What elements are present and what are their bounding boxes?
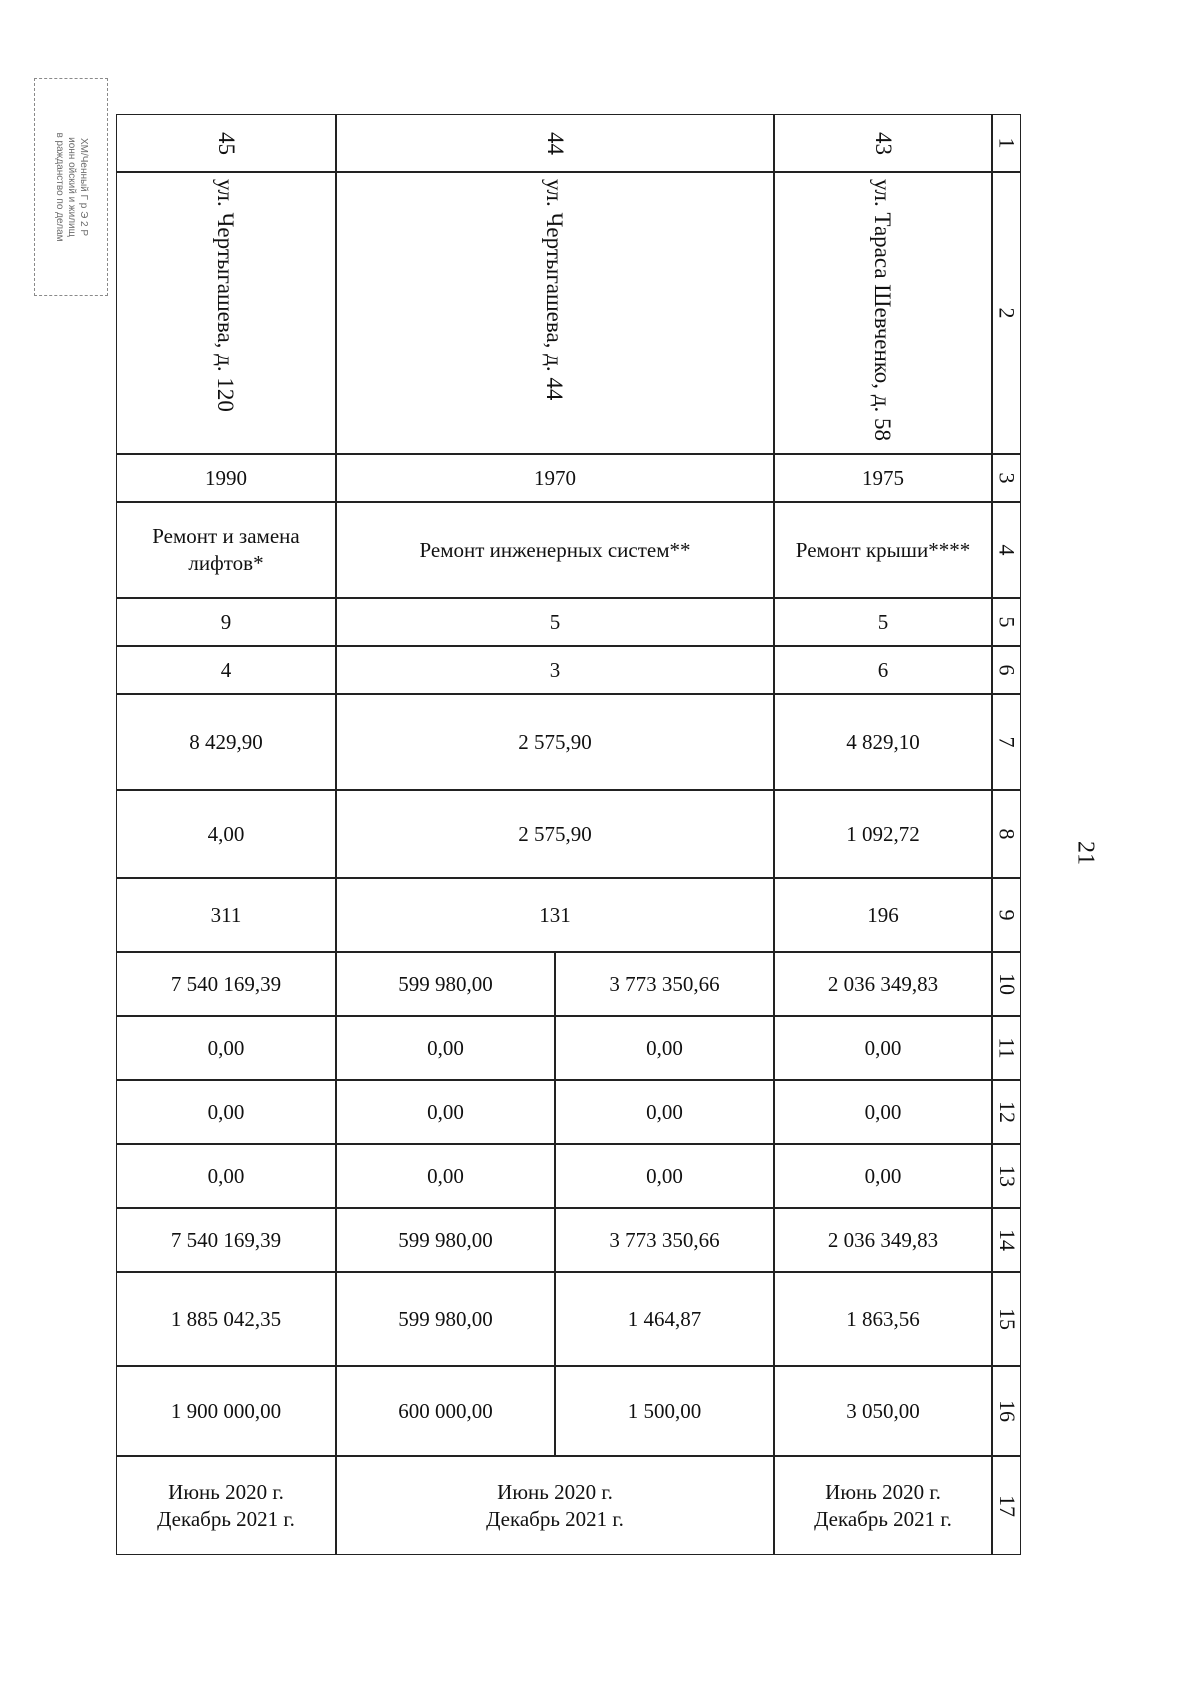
cell-residents: 196 <box>774 878 992 952</box>
stamp-line: в ражданство по делам <box>54 132 65 242</box>
cell-col-15: 1 885 042,35 <box>116 1272 336 1366</box>
column-number: 10 <box>992 952 1021 1016</box>
cell-work-type: Ремонт крыши**** <box>774 502 992 598</box>
cell-address: ул. Чертыгашева, д. 44 <box>336 172 774 454</box>
column-number: 7 <box>992 694 1021 790</box>
column-number: 14 <box>992 1208 1021 1272</box>
cell-col-13: 0,00 <box>116 1144 336 1208</box>
cell-floors: 5 <box>336 598 774 646</box>
cell-col-15: 1 863,56 <box>774 1272 992 1366</box>
cell-period <box>336 1456 774 1555</box>
column-number: 17 <box>992 1456 1021 1555</box>
cell-period <box>774 1456 992 1555</box>
column-number: 15 <box>992 1272 1021 1366</box>
cell-address: ул. Тараса Шевченко, д. 58 <box>774 172 992 454</box>
cell-col-16: 600 000,00 <box>336 1366 555 1456</box>
period-end: Декабрь 2021 г. <box>157 1506 295 1531</box>
cell-cost: 3 773 350,66 <box>555 952 774 1016</box>
column-number: 16 <box>992 1366 1021 1456</box>
cell-col-11: 0,00 <box>774 1016 992 1080</box>
cell-period <box>116 1456 336 1555</box>
column-number: 3 <box>992 454 1021 502</box>
cell-floors: 5 <box>774 598 992 646</box>
cell-col-16: 1 500,00 <box>555 1366 774 1456</box>
cell-col-14: 7 540 169,39 <box>116 1208 336 1272</box>
column-number: 4 <box>992 502 1021 598</box>
cell-entrances: 6 <box>774 646 992 694</box>
period-end: Декабрь 2021 г. <box>814 1506 952 1531</box>
stamp-line: ионн ойский и жилищ <box>66 137 77 237</box>
cell-col-13: 0,00 <box>555 1144 774 1208</box>
cell-entrances: 3 <box>336 646 774 694</box>
page-number: 21 <box>1072 841 1099 865</box>
cell-area-total: 8 429,90 <box>116 694 336 790</box>
cell-col-15: 1 464,87 <box>555 1272 774 1366</box>
cell-area-work: 2 575,90 <box>336 790 774 878</box>
cell-address: ул. Чертыгашева, д. 120 <box>116 172 336 454</box>
cell-year: 1990 <box>116 454 336 502</box>
repair-program-table <box>116 114 1021 1555</box>
cell-col-12: 0,00 <box>116 1080 336 1144</box>
cell-col-11: 0,00 <box>336 1016 555 1080</box>
column-number: 11 <box>992 1016 1021 1080</box>
cell-year: 1975 <box>774 454 992 502</box>
cell-cost: 2 036 349,83 <box>774 952 992 1016</box>
column-number: 8 <box>992 790 1021 878</box>
cell-work-type: Ремонт инженерных систем** <box>336 502 774 598</box>
cell-col-12: 0,00 <box>555 1080 774 1144</box>
column-number: 13 <box>992 1144 1021 1208</box>
cell-col-15: 599 980,00 <box>336 1272 555 1366</box>
cell-col-16: 1 900 000,00 <box>116 1366 336 1456</box>
cell-row-no: 45 <box>116 114 336 172</box>
cell-col-14: 599 980,00 <box>336 1208 555 1272</box>
cell-col-13: 0,00 <box>336 1144 555 1208</box>
cell-col-11: 0,00 <box>555 1016 774 1080</box>
column-number: 9 <box>992 878 1021 952</box>
cell-row-no: 44 <box>336 114 774 172</box>
column-number: 12 <box>992 1080 1021 1144</box>
cell-col-14: 3 773 350,66 <box>555 1208 774 1272</box>
column-number: 1 <box>992 114 1021 172</box>
column-number: 5 <box>992 598 1021 646</box>
period-start: Июнь 2020 г. <box>497 1479 613 1504</box>
cell-residents: 311 <box>116 878 336 952</box>
period-start: Июнь 2020 г. <box>825 1479 941 1504</box>
column-number: 6 <box>992 646 1021 694</box>
cell-area-work: 1 092,72 <box>774 790 992 878</box>
cell-col-16: 3 050,00 <box>774 1366 992 1456</box>
cell-area-work: 4,00 <box>116 790 336 878</box>
registration-stamp <box>34 78 108 296</box>
cell-cost: 7 540 169,39 <box>116 952 336 1016</box>
column-number: 2 <box>992 172 1021 454</box>
cell-area-total: 2 575,90 <box>336 694 774 790</box>
period-start: Июнь 2020 г. <box>168 1479 284 1504</box>
cell-col-12: 0,00 <box>774 1080 992 1144</box>
cell-entrances: 4 <box>116 646 336 694</box>
cell-residents: 131 <box>336 878 774 952</box>
cell-col-12: 0,00 <box>336 1080 555 1144</box>
cell-col-14: 2 036 349,83 <box>774 1208 992 1272</box>
cell-area-total: 4 829,10 <box>774 694 992 790</box>
cell-row-no: 43 <box>774 114 992 172</box>
cell-col-11: 0,00 <box>116 1016 336 1080</box>
cell-work-type: Ремонт и замена лифтов* <box>116 502 336 598</box>
cell-year: 1970 <box>336 454 774 502</box>
cell-cost: 599 980,00 <box>336 952 555 1016</box>
period-end: Декабрь 2021 г. <box>486 1506 624 1531</box>
stamp-line: ХМ/Ченный Г р Э 2 Р <box>78 137 89 237</box>
cell-col-13: 0,00 <box>774 1144 992 1208</box>
cell-floors: 9 <box>116 598 336 646</box>
